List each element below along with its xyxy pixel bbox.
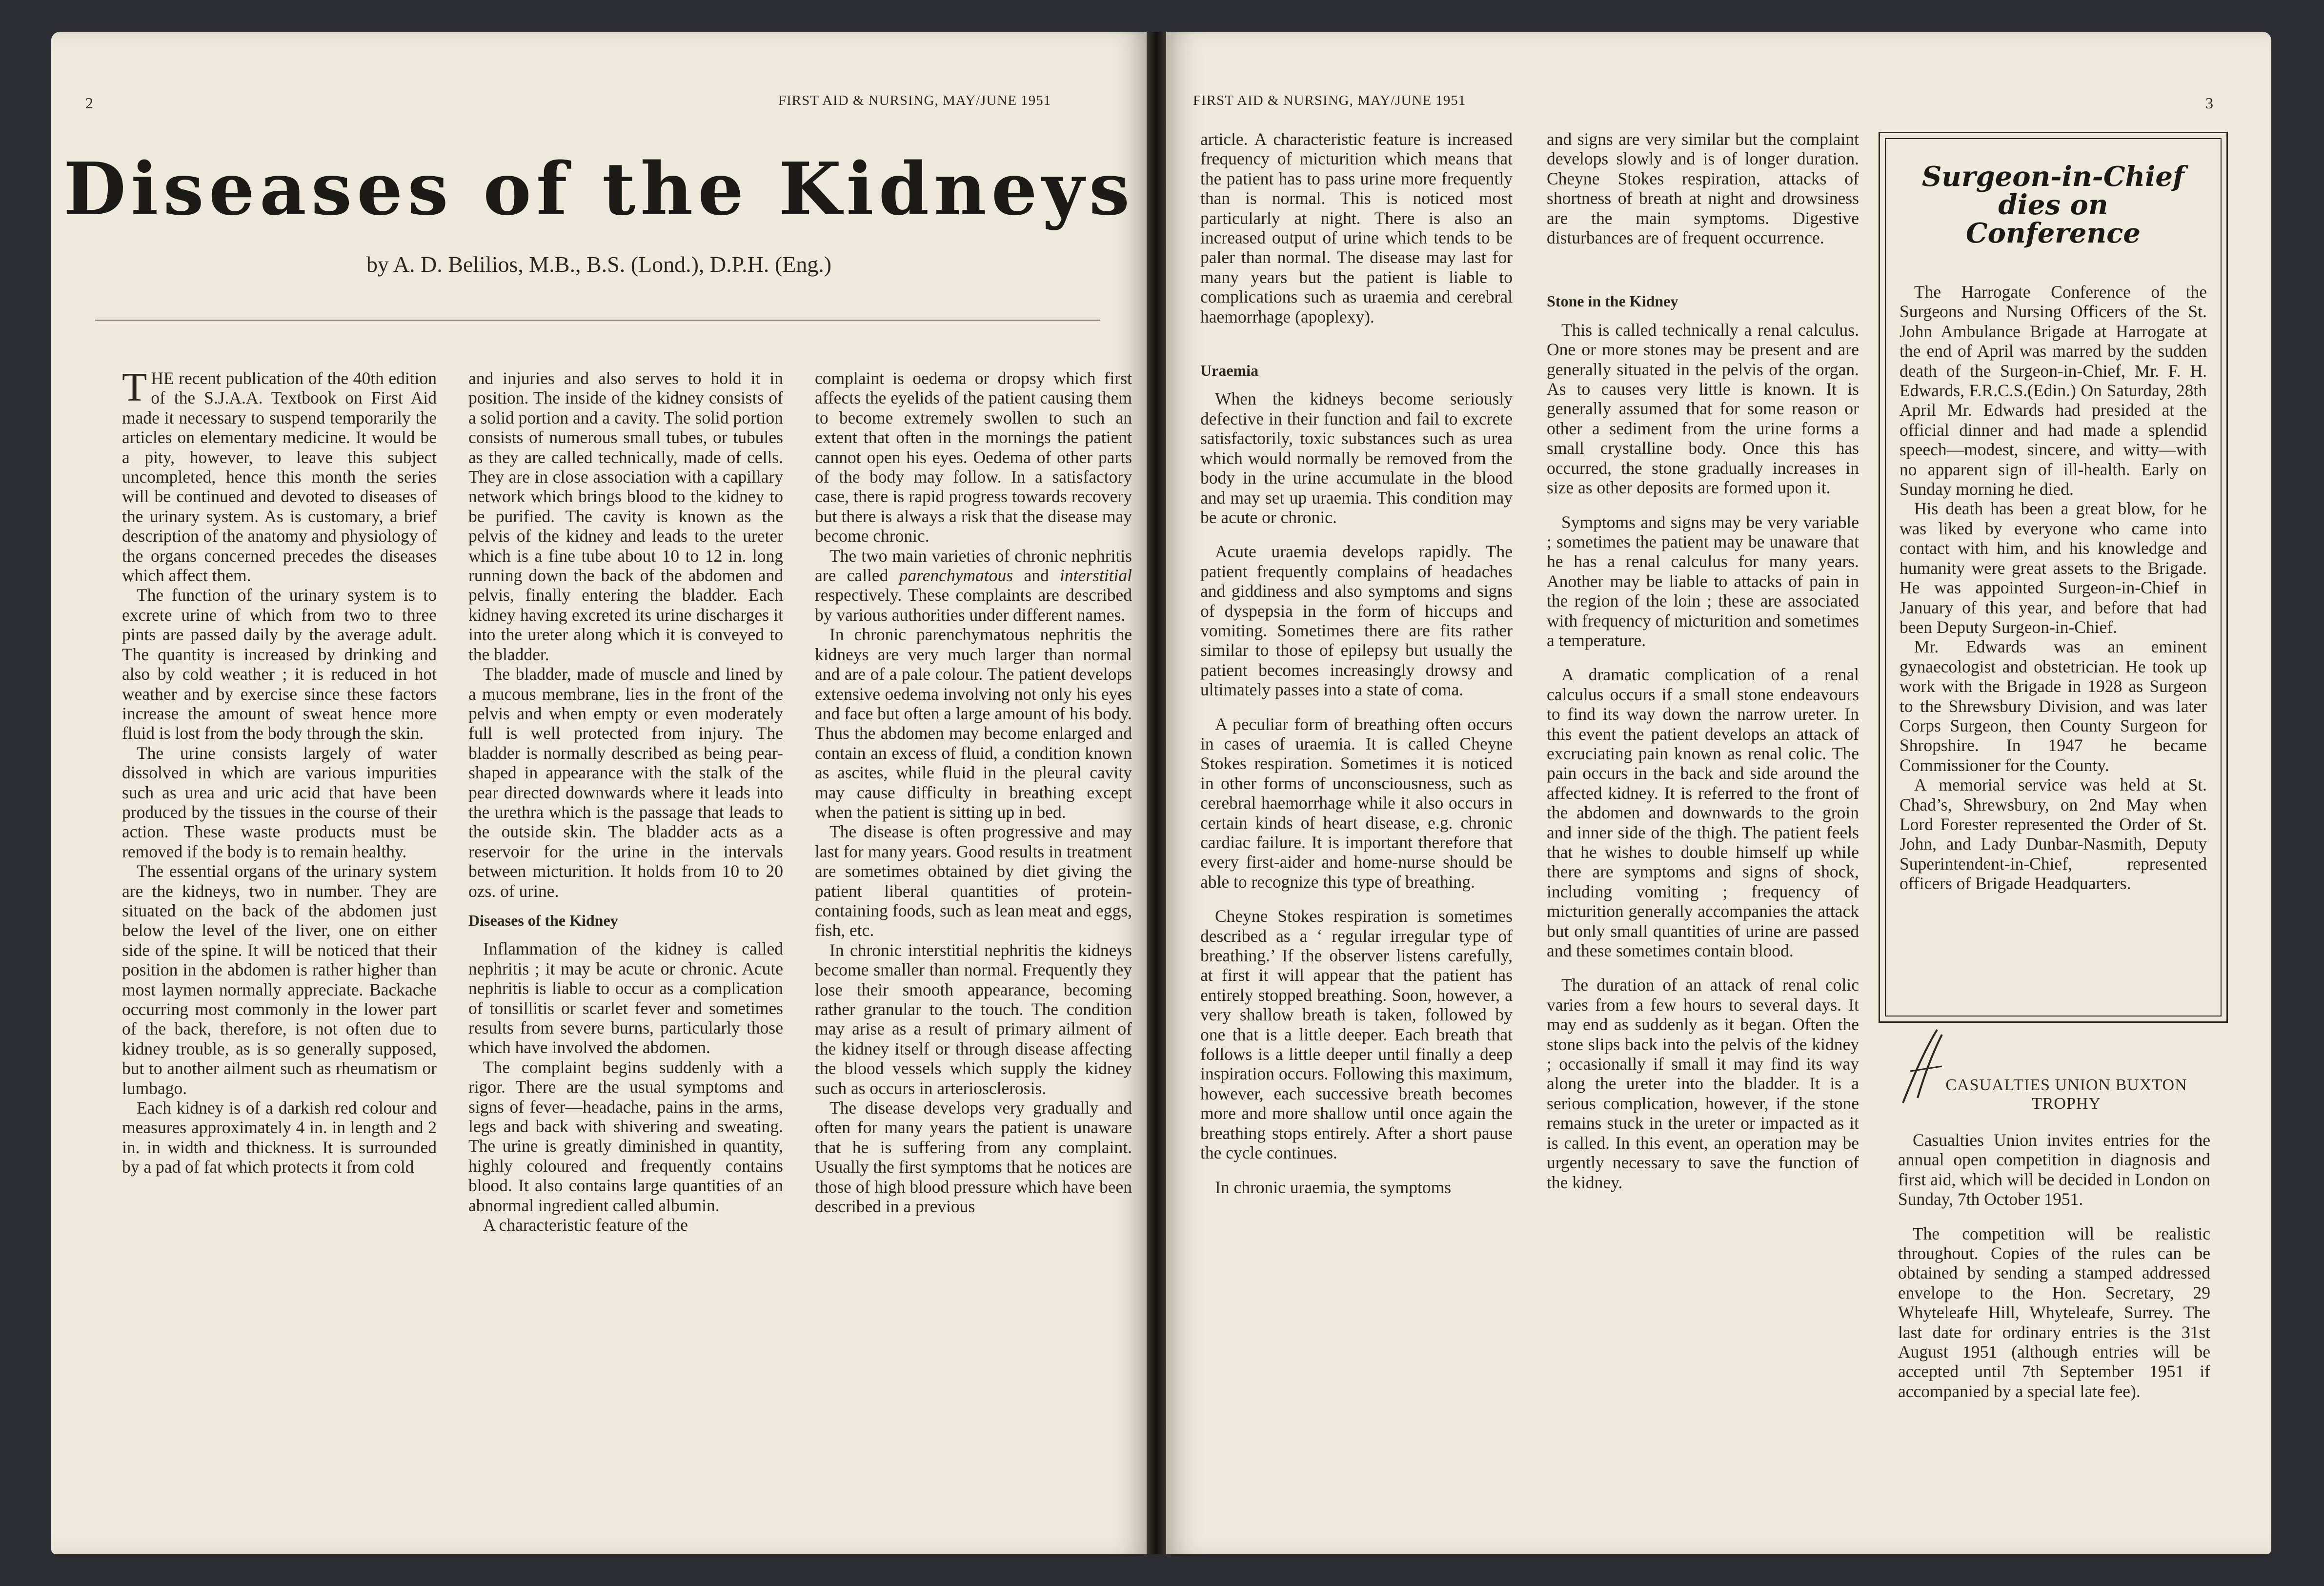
paragraph: and injuries and also serves to hold it in position. The inside of the kidney consists of a solid portion and a cavity. The solid portion consists of numerous small tubes, or tubules as they are called technically, made of cells. They are in close association with a capillary network which brings blood to the kidney to be purified. The cavity is known as the pelvis of the kidney and leads to the ureter which is a fine tube about 10 to 12 in. long running down the back of the abdomen and pelvis, finally entering the bladder. Each kidney having excreted its urine discharges it into the ureter along which it is conveyed to the bladder. bbox=[468, 368, 783, 664]
left-column-1 bbox=[122, 365, 437, 1177]
paragraph: The duration of an attack of renal colic varies from a few hours to several days. It may end as suddenly as it began. Often the stone slips back into the pelvis of the kidney ; occasionally if small it may find its way along the ureter into the bladder. It is a serious complication, however, if the stone remains stuck in the ureter or impacted as it is called. In this event, an operation may be urgently necessary to save the function of the kidney. bbox=[1547, 975, 1859, 1192]
paragraph: The disease is often progressive and may last for many years. Good results in treatment are sometimes obtained by diet giving the patient liberal quantities of protein-containing foods, such as lean meat and eggs, fish, etc. bbox=[815, 822, 1132, 940]
left-page bbox=[51, 32, 1147, 1554]
left-column-2 bbox=[468, 368, 783, 1235]
running-head-left: FIRST AID & NURSING, MAY/JUNE 1951 bbox=[778, 93, 1051, 108]
article-title: Diseases of the Kidneys bbox=[63, 146, 1135, 231]
paragraph: The complaint begins suddenly with a rigor. There are the usual symptoms and signs of fever—headache, pains in the arms, legs and back with shivering and sweating. The urine is greatly diminished in quantity, highly coloured and frequently contains blood. It also contains large quantities of an abnormal ingredient called albumin. bbox=[468, 1057, 783, 1215]
book-gutter bbox=[1147, 32, 1166, 1554]
paragraph: article. A characteristic feature is increased frequency of micturition which means that the patient has to pass urine more frequently than is normal. This is noticed most particularly at night. There is also an increased output of urine which tends to be paler than normal. The disease may last for many years but the patient is liable to complications such as uraemia and cerebral haemorrhage (apoplexy). bbox=[1200, 129, 1513, 326]
drop-cap: T bbox=[122, 365, 147, 410]
text-run: The two main varieties of chronic nephritis are called bbox=[815, 546, 1132, 586]
handwritten-mark-icon bbox=[1883, 1025, 1952, 1113]
page-number-left: 2 bbox=[85, 94, 93, 112]
paragraph: Mr. Edwards was an eminent gynaecologist and obstetrician. He took up work with the Brigade in 1928 as Surgeon to the Shrewsbury Division, and was later Corps Surgeon, then County Surgeon for Shropshire. In 1947 he became Commissioner for the County. bbox=[1900, 637, 2207, 775]
paragraph bbox=[815, 546, 1132, 625]
paragraph: complaint is oedema or dropsy which first affects the eyelids of the patient causing them to become extremely swollen to such an extent that often in the mornings the patient cannot open his eyes. Oedema of other parts of the body may follow. In a satisfactory case, there is rapid progress towards recovery but there is always a risk that the disease may become chronic. bbox=[815, 368, 1132, 546]
sidebar-title-line: Conference bbox=[1966, 217, 2141, 249]
paragraph: A peculiar form of breathing often occurs in cases of uraemia. It is called Cheyne Stokes respiration. Sometimes it is noticed in other forms of unconsciousness, such as cerebral haemorrhage while it also occurs in certain kinds of heart disease, e.g. chronic cardiac failure. It is important therefore that every first-aider and home-nurse should be able to recognize this type of breathing. bbox=[1200, 714, 1513, 892]
right-page bbox=[1166, 32, 2271, 1554]
paragraph: Casualties Union invites entries for the annual open competition in diagnosis and first aid, which will be decided in London on Sunday, 7th October 1951. bbox=[1898, 1130, 2210, 1209]
paragraph: His death has been a great blow, for he was liked by everyone who came into contact with him, and his knowledge and humanity were great assets to the Brigade. He was appointed Surgeon-in-Chief in January of this year, and before that had been Deputy Surgeon-in-Chief. bbox=[1900, 499, 2207, 637]
right-column-1 bbox=[1200, 129, 1513, 1197]
article-byline: by A. D. Belilios, M.B., B.S. (Lond.), D.P.H. (Eng.) bbox=[366, 252, 832, 277]
paragraph: This is called technically a renal calculus. One or more stones may be present and are generally situated in the pelvis of the organ. As to causes very little is known. It is generally assumed that for some reason or other a sediment from the urine forms a small crystalline body. Once this has occurred, the stone gradually increases in size as other deposits are formed upon it. bbox=[1547, 320, 1859, 498]
paragraph: The urine consists largely of water dissolved in which are various impurities such as urea and uric acid that have been produced by the tissues in the course of their action. These waste products must be removed if the body is to remain healthy. bbox=[122, 743, 437, 861]
paragraph: A characteristic feature of the bbox=[483, 1215, 688, 1235]
right-column-2 bbox=[1547, 129, 1859, 1192]
paragraph: Acute uraemia develops rapidly. The patient frequently complains of headaches and giddiness and also symptoms and signs of dyspepsia in the form of hiccups and vomiting. Sometimes there are fits rather similar to those of epilepsy but usually the patient becomes increasingly drowsy and ultimately passes into a state of coma. bbox=[1200, 542, 1513, 700]
text-run: respectively. These complaints are described by various authorities under different names. bbox=[815, 585, 1132, 625]
left-column-3 bbox=[815, 368, 1132, 1216]
page-number-right: 3 bbox=[2205, 94, 2213, 112]
paragraph: In chronic interstitial nephritis the kidneys become smaller than normal. Frequently they lose their smooth appearance, becoming rather granular to the touch. The condition may arise as a result of primary ailment of the kidney itself or through disease affecting the blood vessels which supply the kidney such as occurs in arteriosclerosis. bbox=[815, 940, 1132, 1098]
paragraph: The bladder, made of muscle and lined by a mucous membrane, lies in the front of the pelvis and when empty or even moderately full is well protected from injury. The bladder is normally described as being pear-shaped in appearance with the stalk of the pear directed downwards where it leads into the urethra which is the passage that leads to the outside skin. The bladder acts as a reservoir for the urine in the intervals between micturition. It holds from 10 to 20 ozs. of urine. bbox=[468, 664, 783, 901]
paragraph: In chronic uraemia, the symptoms bbox=[1215, 1177, 1452, 1197]
sidebar-body bbox=[1900, 282, 2207, 894]
paragraph: In chronic parenchymatous nephritis the kidneys are very much larger than normal and are of a pale colour. The patient develops extensive oedema involving not only his eyes and face but often a large amount of his body. Thus the abdomen may become enlarged and contain an excess of fluid, a condition known as ascites, while fluid in the pleural cavity may cause difficulty in breathing except when the patient is sitting up in bed. bbox=[815, 625, 1132, 822]
paragraph: A dramatic complication of a renal calculus occurs if a small stone endeavours to find its way down the narrow ureter. In this event the patient develops an attack of excruciating pain known as renal colic. The pain occurs in the back and side around the affected kidney. It is referred to the front of the abdomen and downwards to the groin and inner side of the thigh. The patient feels that he wishes to double himself up while there are symptoms and signs of shock, including vomiting ; frequency of micturition generally accompanies the attack but only small quantities of urine are passed and these sometimes contain blood. bbox=[1547, 665, 1859, 961]
sidebar-title-line: Surgeon-in-Chief bbox=[1921, 161, 2185, 193]
paragraph: The competition will be realistic throughout. Copies of the rules can be obtained by sending a stamped addressed envelope to the Hon. Secretary, 29 Whyteleafe Hill, Whyteleafe, Surrey. The last date for ordinary entries is the 31st August 1951 (although entries will be accepted until 7th September 1951 if accompanied by a special late fee). bbox=[1898, 1223, 2210, 1401]
paragraph: and signs are very similar but the complaint develops slowly and is of longer duration. Cheyne Stokes respiration, attacks of shortness of breath at night and drowsiness are the main symptoms. Digestive disturbances are of frequent occurrence. bbox=[1547, 129, 1859, 248]
paragraph: The function of the urinary system is to excrete urine of which from two to three pints are passed daily by the average adult. The quantity is increased by drinking and also by cold weather ; it is reduced in hot weather and by exercise since these factors increase the amount of sweat hence more fluid is lost from the body through the skin. bbox=[122, 585, 437, 743]
trophy-body bbox=[1898, 1130, 2210, 1401]
paragraph: Cheyne Stokes respiration is sometimes described as a ‘ regular irregular type of breathing.’ If the observer listens carefully, at first it will appear that the patient has entirely stopped breathing. Soon, however, a very shallow breath is taken, followed by one that is a little deeper. Each breath that follows is a little deeper until finally a deep inspiration occurs. Following this maximum, however, each successive breath becomes more and more shallow until once again the breathing stops entirely. After a short pause the cycle continues. bbox=[1200, 906, 1513, 1163]
emphasis: interstitial bbox=[1060, 566, 1132, 586]
section-heading-uraemia: Uraemia bbox=[1200, 362, 1259, 380]
paragraph: Symptoms and signs may be very variable ; sometimes the patient may be unaware that he has a renal calculus for many years. Another may be liable to attacks of pain in the region of the loin ; these are associated with frequency of micturition and sometimes a temperature. bbox=[1547, 512, 1859, 650]
paragraph: The essential organs of the urinary system are the kidneys, two in number. They are situated on the back of the abdomen just below the level of the liver, one on either side of the spine. It will be noticed that their position in the abdomen is rather higher than most laymen normally appreciate. Backache occurring most commonly in the lower part of the back, therefore, is not often due to kidney trouble, as is so generally supposed, but to another ailment such as rheumatism or lumbago. bbox=[122, 861, 437, 1098]
section-heading-stone: Stone in the Kidney bbox=[1547, 292, 1678, 310]
paragraph: HE recent publication of the 40th edition of the S.J.A.A. Textbook on First Aid made it necessary to suspend temporarily the articles on elementary medicine. It would be a pity, however, to leave this subject uncompleted, hence this month the series will be continued and devoted to diseases of the urinary system. As is customary, a brief description of the anatomy and physiology of the organs concerned precedes the diseases which affect them. bbox=[122, 368, 437, 586]
sidebar-box bbox=[1879, 132, 2228, 1023]
paragraph: Inflammation of the kidney is called nephritis ; it may be acute or chronic. Acute nephritis is liable to occur as a complication of tonsillitis or scarlet fever and sometimes results from severe burns, particularly those which have involved the abdomen. bbox=[468, 939, 783, 1057]
trophy-notice bbox=[1879, 1030, 2225, 1401]
paragraph: A memorial service was held at St. Chad’s, Shrewsbury, on 2nd May when Lord Forester represented the Order of St. John, and Lady Dunbar-Nasmith, Deputy Superintendent-in-Chief, represented officers of Brigade Headquarters. bbox=[1900, 775, 2207, 894]
text-run: and bbox=[1013, 566, 1060, 586]
sidebar-title-line: dies on bbox=[1998, 189, 2108, 221]
paragraph: When the kidneys become seriously defective in their function and fail to excrete satisfactorily, toxic substances such as urea which would normally be removed from the body in the urine accumulate in the blood and may set up uraemia. This condition may be acute or chronic. bbox=[1200, 389, 1513, 527]
trophy-title-line: CASUALTIES UNION BUXTON bbox=[1945, 1076, 2187, 1094]
paragraph: Each kidney is of a darkish red colour and measures approximately 4 in. in length and 2 in. in width and thickness. It is surrounded by a pad of fat which protects it from cold bbox=[122, 1098, 437, 1177]
paragraph: The Harrogate Conference of the Surgeons and Nursing Officers of the St. John Ambulance Brigade at Harrogate at the end of April was marred by the sudden death of the Surgeon-in-Chief, Mr. F. H. Edwards, F.R.C.S.(Edin.) On Saturday, 28th April Mr. Edwards had presided at the official dinner and had made a splendid speech—modest, sincere, and witty—with no apparent sign of ill-health. Early on Sunday morning he died. bbox=[1900, 282, 2207, 499]
emphasis: parenchymatous bbox=[899, 566, 1013, 586]
running-head-right: FIRST AID & NURSING, MAY/JUNE 1951 bbox=[1193, 93, 1466, 108]
title-rule bbox=[95, 320, 1100, 321]
section-heading-diseases: Diseases of the Kidney bbox=[468, 911, 618, 929]
sidebar-title bbox=[1897, 163, 2209, 247]
paragraph: The disease develops very gradually and often for many years the patient is unaware that he is suffering from any complaint. Usually the first symptoms that he notices are those of high blood pressure which have been described in a previous bbox=[815, 1098, 1132, 1217]
trophy-title-line: TROPHY bbox=[2031, 1095, 2102, 1113]
